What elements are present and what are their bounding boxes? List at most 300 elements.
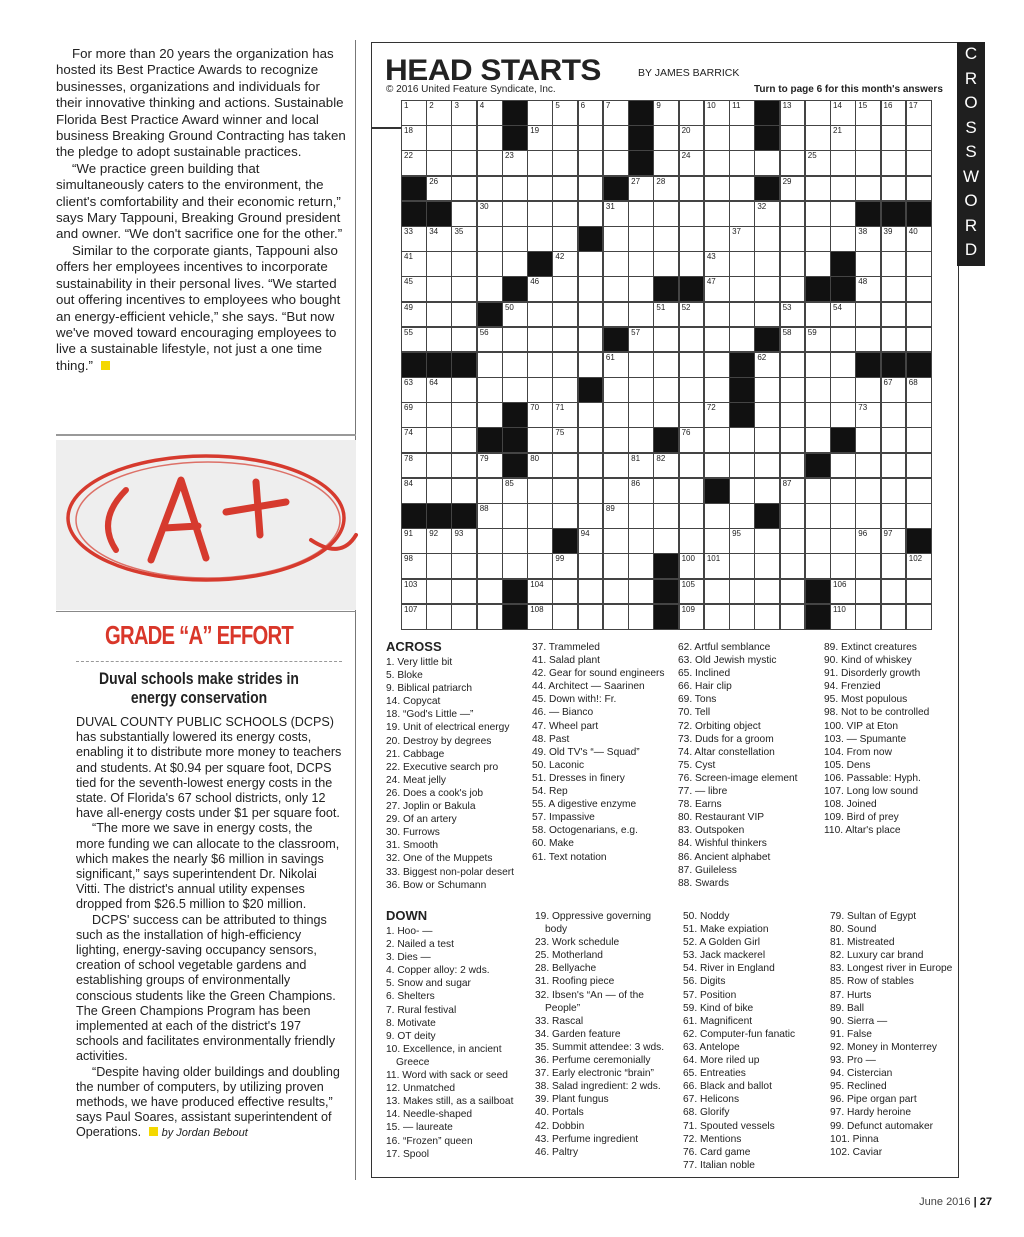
grid-cell[interactable] [704,276,730,302]
grid-cell[interactable] [906,100,932,126]
grid-cell[interactable] [477,453,503,479]
grid-cell[interactable] [704,453,730,479]
grid-cell[interactable] [830,553,856,579]
grid-cell[interactable] [805,427,831,453]
grid-cell[interactable] [855,302,881,328]
grid-cell[interactable] [881,276,907,302]
grid-cell[interactable] [780,478,806,504]
grid-cell[interactable] [603,251,629,277]
grid-cell[interactable] [477,176,503,202]
grid-cell[interactable] [881,226,907,252]
grid-cell[interactable] [679,100,705,126]
grid-cell[interactable] [679,327,705,353]
grid-cell[interactable] [729,100,755,126]
grid-cell[interactable] [830,453,856,479]
grid-cell[interactable] [881,427,907,453]
grid-cell[interactable] [906,402,932,428]
grid-cell[interactable] [527,528,553,554]
grid-cell[interactable] [578,302,604,328]
grid-cell[interactable] [729,604,755,630]
grid-cell[interactable] [552,176,578,202]
grid-cell[interactable] [780,453,806,479]
grid-cell[interactable] [451,302,477,328]
grid-cell[interactable] [578,251,604,277]
grid-cell[interactable] [780,377,806,403]
grid-cell[interactable] [679,251,705,277]
grid-cell[interactable] [502,226,528,252]
grid-cell[interactable] [906,125,932,151]
grid-cell[interactable] [477,276,503,302]
grid-cell[interactable] [451,453,477,479]
grid-cell[interactable] [477,579,503,605]
grid-cell[interactable] [653,125,679,151]
grid-cell[interactable] [653,302,679,328]
grid-cell[interactable] [401,377,427,403]
grid-cell[interactable] [426,579,452,605]
grid-cell[interactable] [780,352,806,378]
grid-cell[interactable] [729,553,755,579]
grid-cell[interactable] [653,377,679,403]
grid-cell[interactable] [780,427,806,453]
grid-cell[interactable] [805,100,831,126]
grid-cell[interactable] [477,377,503,403]
grid-cell[interactable] [451,579,477,605]
grid-cell[interactable] [603,553,629,579]
grid-cell[interactable] [881,377,907,403]
grid-cell[interactable] [451,478,477,504]
grid-cell[interactable] [451,427,477,453]
grid-cell[interactable] [628,176,654,202]
grid-cell[interactable] [754,427,780,453]
grid-cell[interactable] [527,453,553,479]
grid-cell[interactable] [527,579,553,605]
grid-cell[interactable] [805,352,831,378]
grid-cell[interactable] [679,201,705,227]
grid-cell[interactable] [578,352,604,378]
grid-cell[interactable] [855,553,881,579]
grid-cell[interactable] [426,453,452,479]
grid-cell[interactable] [906,579,932,605]
grid-cell[interactable] [552,352,578,378]
grid-cell[interactable] [401,100,427,126]
grid-cell[interactable] [552,150,578,176]
grid-cell[interactable] [451,100,477,126]
grid-cell[interactable] [780,150,806,176]
grid-cell[interactable] [704,579,730,605]
grid-cell[interactable] [477,150,503,176]
grid-cell[interactable] [881,327,907,353]
grid-cell[interactable] [552,427,578,453]
grid-cell[interactable] [401,150,427,176]
grid-cell[interactable] [527,327,553,353]
grid-cell[interactable] [780,276,806,302]
grid-cell[interactable] [477,100,503,126]
grid-cell[interactable] [855,579,881,605]
grid-cell[interactable] [780,201,806,227]
grid-cell[interactable] [552,478,578,504]
grid-cell[interactable] [881,125,907,151]
grid-cell[interactable] [628,201,654,227]
grid-cell[interactable] [805,478,831,504]
grid-cell[interactable] [426,327,452,353]
grid-cell[interactable] [805,150,831,176]
grid-cell[interactable] [780,503,806,529]
grid-cell[interactable] [451,402,477,428]
grid-cell[interactable] [653,402,679,428]
grid-cell[interactable] [881,553,907,579]
grid-cell[interactable] [527,150,553,176]
grid-cell[interactable] [830,478,856,504]
grid-cell[interactable] [830,377,856,403]
grid-cell[interactable] [881,478,907,504]
grid-cell[interactable] [754,352,780,378]
grid-cell[interactable] [628,402,654,428]
grid-cell[interactable] [552,377,578,403]
grid-cell[interactable] [552,604,578,630]
grid-cell[interactable] [628,503,654,529]
grid-cell[interactable] [401,327,427,353]
grid-cell[interactable] [578,327,604,353]
grid-cell[interactable] [855,327,881,353]
grid-cell[interactable] [805,553,831,579]
grid-cell[interactable] [805,402,831,428]
grid-cell[interactable] [855,150,881,176]
grid-cell[interactable] [754,579,780,605]
grid-cell[interactable] [906,302,932,328]
grid-cell[interactable] [704,352,730,378]
grid-cell[interactable] [754,226,780,252]
grid-cell[interactable] [451,276,477,302]
grid-cell[interactable] [527,604,553,630]
grid-cell[interactable] [729,579,755,605]
grid-cell[interactable] [426,226,452,252]
grid-cell[interactable] [704,503,730,529]
grid-cell[interactable] [603,478,629,504]
grid-cell[interactable] [704,125,730,151]
grid-cell[interactable] [628,377,654,403]
grid-cell[interactable] [578,453,604,479]
grid-cell[interactable] [729,201,755,227]
grid-cell[interactable] [780,125,806,151]
grid-cell[interactable] [578,579,604,605]
grid-cell[interactable] [628,352,654,378]
grid-cell[interactable] [477,352,503,378]
grid-cell[interactable] [578,176,604,202]
grid-cell[interactable] [426,402,452,428]
grid-cell[interactable] [830,503,856,529]
grid-cell[interactable] [502,251,528,277]
grid-cell[interactable] [906,276,932,302]
grid-cell[interactable] [527,553,553,579]
grid-cell[interactable] [578,150,604,176]
grid-cell[interactable] [855,226,881,252]
grid-cell[interactable] [477,528,503,554]
grid-cell[interactable] [906,604,932,630]
grid-cell[interactable] [855,125,881,151]
grid-cell[interactable] [906,503,932,529]
grid-cell[interactable] [502,176,528,202]
grid-cell[interactable] [906,453,932,479]
grid-cell[interactable] [502,553,528,579]
grid-cell[interactable] [401,402,427,428]
grid-cell[interactable] [830,201,856,227]
grid-cell[interactable] [780,327,806,353]
grid-cell[interactable] [653,327,679,353]
grid-cell[interactable] [527,100,553,126]
grid-cell[interactable] [426,478,452,504]
grid-cell[interactable] [855,176,881,202]
grid-cell[interactable] [729,251,755,277]
grid-cell[interactable] [754,528,780,554]
grid-cell[interactable] [780,528,806,554]
grid-cell[interactable] [780,302,806,328]
grid-cell[interactable] [502,150,528,176]
grid-cell[interactable] [653,226,679,252]
grid-cell[interactable] [830,528,856,554]
grid-cell[interactable] [477,402,503,428]
grid-cell[interactable] [527,352,553,378]
grid-cell[interactable] [881,302,907,328]
grid-cell[interactable] [477,251,503,277]
grid-cell[interactable] [805,302,831,328]
grid-cell[interactable] [552,579,578,605]
grid-cell[interactable] [401,302,427,328]
grid-cell[interactable] [628,478,654,504]
grid-cell[interactable] [729,125,755,151]
grid-cell[interactable] [653,176,679,202]
grid-cell[interactable] [805,176,831,202]
grid-cell[interactable] [754,402,780,428]
grid-cell[interactable] [729,150,755,176]
grid-cell[interactable] [679,553,705,579]
grid-cell[interactable] [451,251,477,277]
grid-cell[interactable] [805,251,831,277]
grid-cell[interactable] [527,377,553,403]
grid-cell[interactable] [906,251,932,277]
grid-cell[interactable] [451,528,477,554]
grid-cell[interactable] [830,352,856,378]
grid-cell[interactable] [527,226,553,252]
grid-cell[interactable] [628,604,654,630]
grid-cell[interactable] [881,402,907,428]
grid-cell[interactable] [426,528,452,554]
grid-cell[interactable] [729,478,755,504]
grid-cell[interactable] [426,176,452,202]
grid-cell[interactable] [426,427,452,453]
grid-cell[interactable] [552,125,578,151]
grid-cell[interactable] [704,553,730,579]
grid-cell[interactable] [679,503,705,529]
grid-cell[interactable] [704,427,730,453]
grid-cell[interactable] [729,176,755,202]
grid-cell[interactable] [653,251,679,277]
grid-cell[interactable] [805,528,831,554]
grid-cell[interactable] [527,427,553,453]
grid-cell[interactable] [830,176,856,202]
grid-cell[interactable] [855,402,881,428]
grid-cell[interactable] [477,226,503,252]
grid-cell[interactable] [578,125,604,151]
grid-cell[interactable] [679,352,705,378]
grid-cell[interactable] [603,352,629,378]
grid-cell[interactable] [881,251,907,277]
grid-cell[interactable] [502,302,528,328]
grid-cell[interactable] [729,528,755,554]
grid-cell[interactable] [754,553,780,579]
grid-cell[interactable] [451,125,477,151]
grid-cell[interactable] [805,125,831,151]
grid-cell[interactable] [754,604,780,630]
grid-cell[interactable] [881,503,907,529]
grid-cell[interactable] [881,528,907,554]
grid-cell[interactable] [729,427,755,453]
grid-cell[interactable] [401,226,427,252]
grid-cell[interactable] [527,503,553,529]
grid-cell[interactable] [830,579,856,605]
grid-cell[interactable] [603,427,629,453]
grid-cell[interactable] [401,125,427,151]
grid-cell[interactable] [552,453,578,479]
grid-cell[interactable] [881,604,907,630]
grid-cell[interactable] [603,100,629,126]
grid-cell[interactable] [653,201,679,227]
grid-cell[interactable] [477,478,503,504]
grid-cell[interactable] [653,352,679,378]
grid-cell[interactable] [754,276,780,302]
grid-cell[interactable] [855,377,881,403]
grid-cell[interactable] [881,453,907,479]
grid-cell[interactable] [603,276,629,302]
grid-cell[interactable] [502,352,528,378]
grid-cell[interactable] [603,226,629,252]
grid-cell[interactable] [906,327,932,353]
grid-cell[interactable] [906,226,932,252]
grid-cell[interactable] [754,478,780,504]
grid-cell[interactable] [578,427,604,453]
grid-cell[interactable] [603,377,629,403]
grid-cell[interactable] [401,251,427,277]
grid-cell[interactable] [780,604,806,630]
grid-cell[interactable] [628,579,654,605]
grid-cell[interactable] [451,201,477,227]
grid-cell[interactable] [628,528,654,554]
grid-cell[interactable] [805,226,831,252]
grid-cell[interactable] [451,377,477,403]
grid-cell[interactable] [628,327,654,353]
grid-cell[interactable] [477,553,503,579]
grid-cell[interactable] [603,402,629,428]
grid-cell[interactable] [855,100,881,126]
grid-cell[interactable] [754,150,780,176]
grid-cell[interactable] [805,377,831,403]
grid-cell[interactable] [552,327,578,353]
grid-cell[interactable] [527,478,553,504]
grid-cell[interactable] [729,226,755,252]
grid-cell[interactable] [603,125,629,151]
grid-cell[interactable] [628,251,654,277]
grid-cell[interactable] [552,553,578,579]
grid-cell[interactable] [603,604,629,630]
grid-cell[interactable] [704,251,730,277]
grid-cell[interactable] [603,579,629,605]
grid-cell[interactable] [552,503,578,529]
grid-cell[interactable] [704,150,730,176]
grid-cell[interactable] [805,201,831,227]
grid-cell[interactable] [704,528,730,554]
grid-cell[interactable] [830,604,856,630]
grid-cell[interactable] [552,226,578,252]
grid-cell[interactable] [679,125,705,151]
grid-cell[interactable] [578,604,604,630]
grid-cell[interactable] [451,226,477,252]
grid-cell[interactable] [426,251,452,277]
grid-cell[interactable] [653,528,679,554]
grid-cell[interactable] [679,604,705,630]
grid-cell[interactable] [906,150,932,176]
grid-cell[interactable] [830,226,856,252]
grid-cell[interactable] [704,327,730,353]
grid-cell[interactable] [401,528,427,554]
grid-cell[interactable] [603,201,629,227]
grid-cell[interactable] [477,503,503,529]
grid-cell[interactable] [679,478,705,504]
grid-cell[interactable] [805,327,831,353]
grid-cell[interactable] [780,402,806,428]
grid-cell[interactable] [552,201,578,227]
grid-cell[interactable] [401,453,427,479]
grid-cell[interactable] [830,302,856,328]
grid-cell[interactable] [855,528,881,554]
grid-cell[interactable] [426,100,452,126]
grid-cell[interactable] [653,100,679,126]
grid-cell[interactable] [401,579,427,605]
grid-cell[interactable] [780,251,806,277]
grid-cell[interactable] [527,302,553,328]
grid-cell[interactable] [578,402,604,428]
grid-cell[interactable] [704,201,730,227]
grid-cell[interactable] [552,302,578,328]
grid-cell[interactable] [729,276,755,302]
grid-cell[interactable] [653,150,679,176]
grid-cell[interactable] [603,453,629,479]
grid-cell[interactable] [628,226,654,252]
grid-cell[interactable] [679,579,705,605]
grid-cell[interactable] [502,201,528,227]
grid-cell[interactable] [628,427,654,453]
grid-cell[interactable] [704,377,730,403]
grid-cell[interactable] [754,453,780,479]
grid-cell[interactable] [451,176,477,202]
grid-cell[interactable] [426,150,452,176]
grid-cell[interactable] [704,100,730,126]
grid-cell[interactable] [603,528,629,554]
grid-cell[interactable] [578,100,604,126]
grid-cell[interactable] [906,478,932,504]
grid-cell[interactable] [855,604,881,630]
grid-cell[interactable] [451,553,477,579]
grid-cell[interactable] [855,478,881,504]
grid-cell[interactable] [426,377,452,403]
grid-cell[interactable] [502,478,528,504]
grid-cell[interactable] [679,176,705,202]
grid-cell[interactable] [855,453,881,479]
grid-cell[interactable] [578,553,604,579]
grid-cell[interactable] [679,528,705,554]
grid-cell[interactable] [754,201,780,227]
grid-cell[interactable] [628,276,654,302]
grid-cell[interactable] [552,251,578,277]
grid-cell[interactable] [502,327,528,353]
